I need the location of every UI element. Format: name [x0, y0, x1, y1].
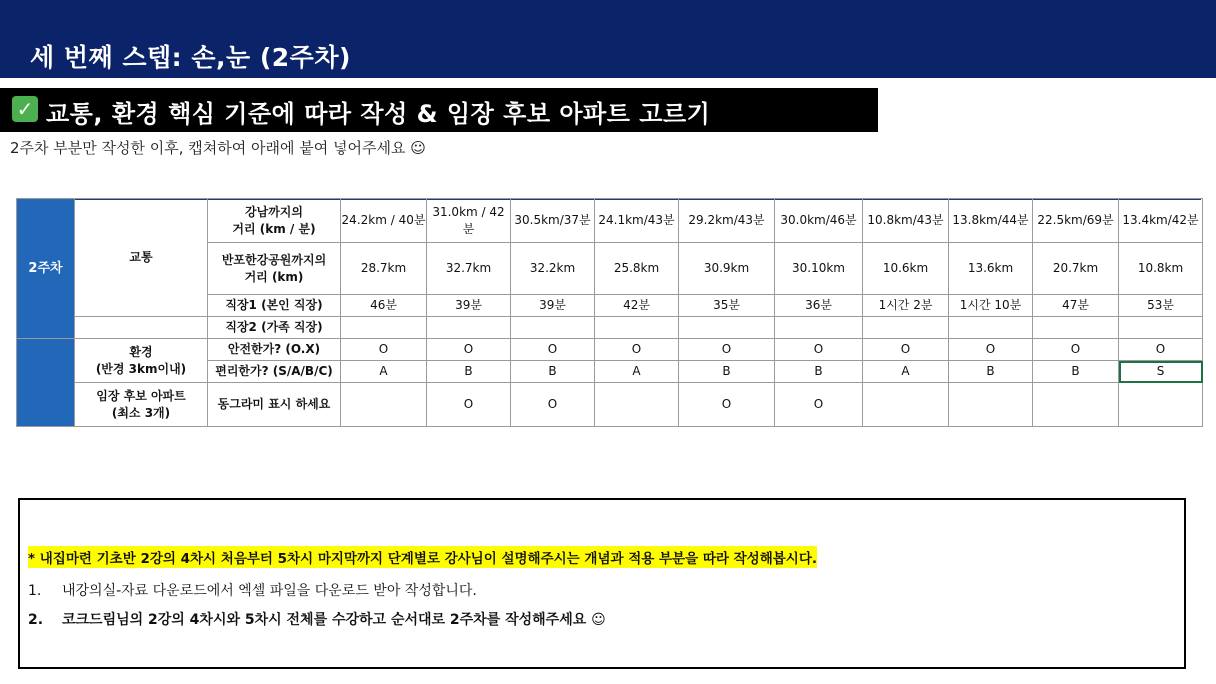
table-cell: [1119, 317, 1203, 339]
table-cell: O: [341, 339, 427, 361]
criterion-safe: 안전한가? (O.X): [208, 339, 341, 361]
table-cell: O: [1119, 339, 1203, 361]
highlighted-note: * 내집마련 기초반 2강의 4차시 처음부터 5차시 마지막까지 단계별로 강사님이 설명해주시는 개념과 적용 부분을 따라 작성해봅시다.: [28, 546, 817, 568]
table-cell: [341, 317, 427, 339]
criterion-job1: 직장1 (본인 직장): [208, 295, 341, 317]
table-row: [17, 317, 1203, 339]
table-cell: [949, 317, 1033, 339]
table-cell: 13.8km/44분: [949, 199, 1033, 243]
table-cell: 1시간 10분: [949, 295, 1033, 317]
criterion-convenient: 편리한가? (S/A/B/C): [208, 361, 341, 383]
table-cell: 24.2km / 40분: [341, 199, 427, 243]
table-cell: [863, 317, 949, 339]
table-cell: 46분: [341, 295, 427, 317]
table-cell: A: [595, 361, 679, 383]
table-row: [17, 383, 1203, 427]
table-cell: 53분: [1119, 295, 1203, 317]
table-cell: B: [511, 361, 595, 383]
week-band: [17, 339, 75, 427]
table-cell: 22.5km/69분: [1033, 199, 1119, 243]
subtitle-banner: [0, 88, 878, 132]
table-row: [17, 339, 1203, 361]
table-cell: 20.7km: [1033, 243, 1119, 295]
table-cell: 30.10km: [775, 243, 863, 295]
table-cell: [775, 317, 863, 339]
table-cell: 13.6km: [949, 243, 1033, 295]
table-cell: [1119, 383, 1203, 427]
table-cell: 36분: [775, 295, 863, 317]
week-label: 2주차: [17, 199, 75, 339]
table-cell: 32.7km: [427, 243, 511, 295]
table-cell: 30.9km: [679, 243, 775, 295]
table-cell: 1시간 2분: [863, 295, 949, 317]
table-cell: 29.2km/43분: [679, 199, 775, 243]
table-cell: A: [863, 361, 949, 383]
table-cell: 24.1km/43분: [595, 199, 679, 243]
table-cell: [679, 317, 775, 339]
table-cell: O: [679, 383, 775, 427]
category-visit-candidates: 임장 후보 아파트 (최소 3개): [75, 383, 208, 427]
table-row: [17, 199, 1203, 243]
table-cell: O: [679, 339, 775, 361]
instruction-text: 2주차 부분만 작성한 이후, 캡쳐하여 아래에 붙여 넣어주세요 ☺: [10, 139, 426, 157]
table-cell: B: [949, 361, 1033, 383]
table-cell: 31.0km / 42분: [427, 199, 511, 243]
table-cell: B: [427, 361, 511, 383]
cropped-text-remnant: [130, 191, 270, 197]
category-traffic: 교통: [75, 199, 208, 317]
table-cell: O: [511, 383, 595, 427]
list-number: 2.: [28, 612, 44, 628]
table-cell: [595, 383, 679, 427]
table-cell: O: [863, 339, 949, 361]
table-cell: O: [775, 339, 863, 361]
table-cell: [1033, 317, 1119, 339]
worksheet-capture: [16, 198, 1203, 427]
table-cell: 25.8km: [595, 243, 679, 295]
table-cell: 39분: [511, 295, 595, 317]
table-cell: O: [949, 339, 1033, 361]
table-cell: [595, 317, 679, 339]
weekly-table: [16, 198, 1203, 427]
selected-cell: S: [1119, 361, 1203, 383]
instructions-box: [18, 498, 1186, 669]
table-cell: 28.7km: [341, 243, 427, 295]
subtitle-text: 교통, 환경 핵심 기준에 따라 작성 & 임장 후보 아파트 고르기: [46, 100, 711, 128]
table-cell: O: [511, 339, 595, 361]
criterion-banpo: 반포한강공원까지의 거리 (km): [208, 243, 341, 295]
table-cell: [949, 383, 1033, 427]
table-cell-empty: [75, 317, 208, 339]
table-cell: 10.8km: [1119, 243, 1203, 295]
page-title: 세 번째 스텝: 손,눈 (2주차): [30, 43, 351, 72]
table-cell: 30.0km/46분: [775, 199, 863, 243]
check-mark-icon: ✓: [12, 96, 38, 122]
table-cell: 10.8km/43분: [863, 199, 949, 243]
table-cell: [863, 383, 949, 427]
table-cell: A: [341, 361, 427, 383]
table-cell: [341, 383, 427, 427]
table-cell: [1033, 383, 1119, 427]
table-cell: B: [775, 361, 863, 383]
table-cell: 42분: [595, 295, 679, 317]
table-cell: 39분: [427, 295, 511, 317]
list-text: 코크드림님의 2강의 4차시와 5차시 전체를 수강하고 순서대로 2주차를 작성해주세요 ☺: [62, 612, 606, 628]
table-cell: 10.6km: [863, 243, 949, 295]
table-cell: 30.5km/37분: [511, 199, 595, 243]
criterion-gangnam: 강남까지의 거리 (km / 분): [208, 199, 341, 243]
list-item: [28, 609, 606, 629]
table-cell: 47분: [1033, 295, 1119, 317]
table-cell: 35분: [679, 295, 775, 317]
list-text: 내강의실-자료 다운로드에서 엑셀 파일을 다운로드 받아 작성합니다.: [62, 583, 477, 599]
list-number: 1.: [28, 583, 42, 599]
criterion-job2: 직장2 (가족 직장): [208, 317, 341, 339]
table-cell: O: [595, 339, 679, 361]
category-environment: 환경 (반경 3km이내): [75, 339, 208, 383]
table-cell: [511, 317, 595, 339]
table-cell: [427, 317, 511, 339]
table-cell: B: [1033, 361, 1119, 383]
criterion-circle: 동그라미 표시 하세요: [208, 383, 341, 427]
table-cell: O: [427, 383, 511, 427]
title-banner: [0, 0, 1216, 78]
table-cell: O: [775, 383, 863, 427]
table-cell: 13.4km/42분: [1119, 199, 1203, 243]
table-cell: B: [679, 361, 775, 383]
list-item: [28, 580, 477, 600]
table-cell: O: [1033, 339, 1119, 361]
table-cell: 32.2km: [511, 243, 595, 295]
table-cell: O: [427, 339, 511, 361]
